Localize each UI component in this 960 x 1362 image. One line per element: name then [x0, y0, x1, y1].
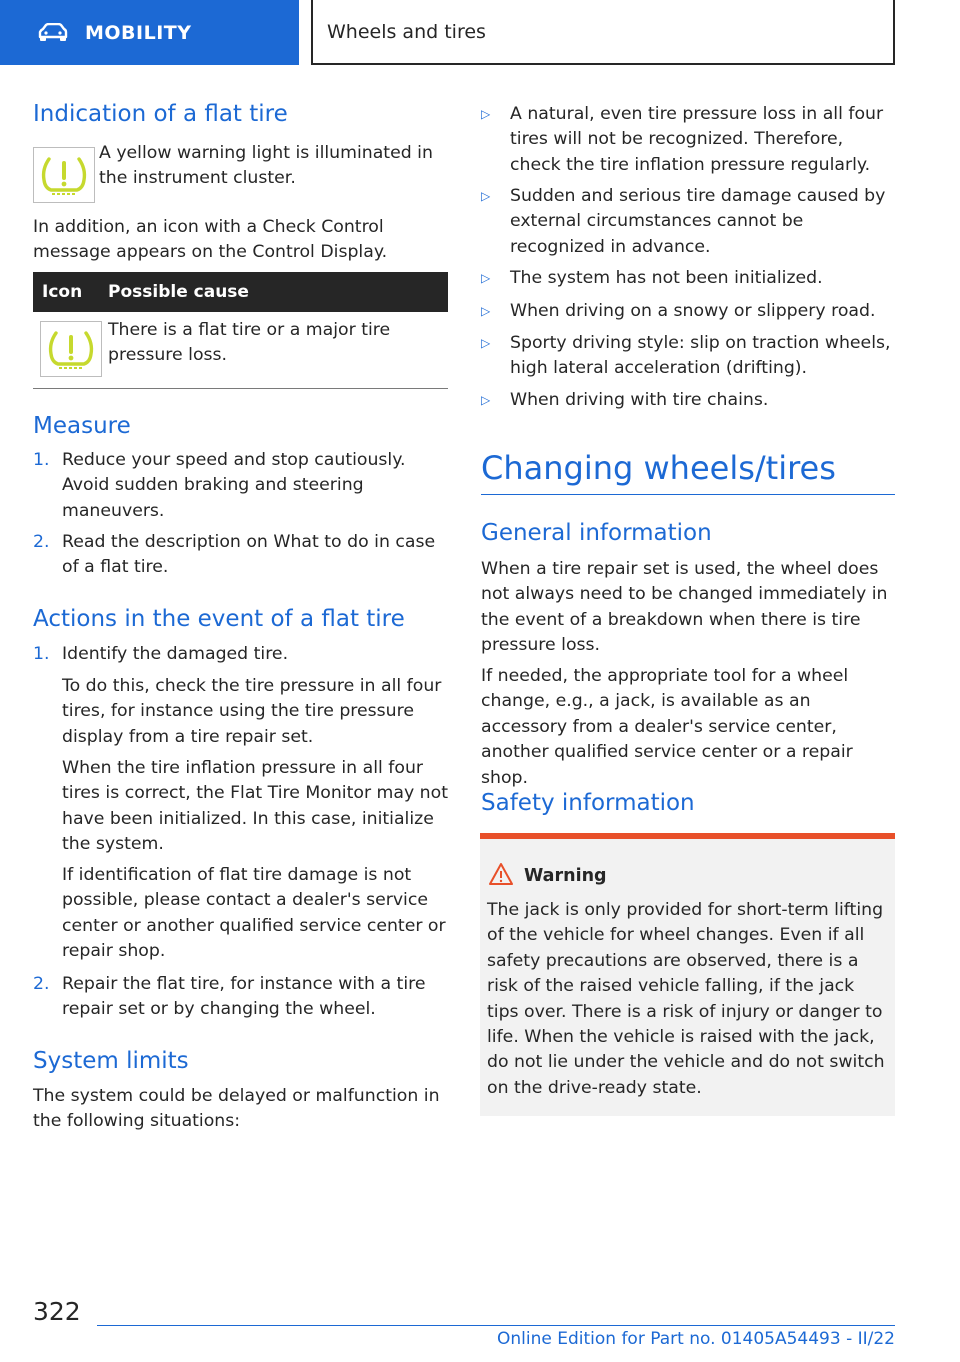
heading-changing-wheels: Changing wheels/tires: [481, 449, 836, 487]
warning-triangle-icon: [488, 862, 514, 886]
limit-item-2: Sudden and serious tire damage caused by external circumstances cannot be recognized in advance.: [510, 186, 886, 257]
action-num-2: 2.: [33, 974, 50, 994]
car-icon: [37, 23, 69, 43]
limit-item-4: When driving on a snowy or slippery road.: [510, 301, 876, 321]
limits-intro: The system could be delayed or malfunction in the following situations:: [33, 1086, 440, 1132]
bullet-icon: ▷: [481, 336, 491, 350]
tpms-warning-icon: [33, 147, 95, 203]
action-item-1: Identify the damaged tire.: [62, 644, 289, 664]
section-tab[interactable]: [0, 0, 299, 65]
page-number: 322: [33, 1297, 81, 1326]
table-header: [33, 272, 448, 312]
chapter-title: Wheels and tires: [311, 0, 895, 65]
bullet-icon: ▷: [481, 304, 491, 318]
limit-item-6: When driving with tire chains.: [510, 390, 769, 410]
measure-num-2: 2.: [33, 532, 50, 552]
in-addition-text: In addition, an icon with a Check Control message appears on the Control Display.: [33, 217, 388, 263]
table-bottom-rule: [33, 388, 448, 389]
general-text-2: If needed, the appropriate tool for a wheel change, e.g., a jack, is available as an accessory from a dealer's service center, another qualified service center or a repair shop.: [481, 666, 853, 788]
table-cause-cell: There is a flat tire or a major tire pressure loss.: [108, 320, 391, 366]
section-label: MOBILITY: [85, 21, 192, 44]
heading-measure: Measure: [33, 413, 131, 439]
heading-actions: Actions in the event of a flat tire: [33, 606, 405, 632]
limit-item-5: Sporty driving style: slip on traction wheels, high lateral acceleration (drifting).: [510, 333, 891, 379]
bullet-icon: ▷: [481, 107, 491, 121]
action-item-1-p3: When the tire inflation pressure in all four tires is correct, the Flat Tire Monitor may not have been initialized. In this case, initialize the system.: [62, 758, 448, 855]
footer-edition: Online Edition for Part no. 01405A54493 - II/22: [496, 1329, 895, 1349]
heading-underline: [481, 494, 895, 495]
footer-rule: [97, 1325, 895, 1326]
limit-item-1: A natural, even tire pressure loss in all four tires will not be recognized. Therefore, check the tire inflation pressure regularly.: [510, 104, 884, 175]
heading-safety-info: Safety information: [481, 790, 695, 816]
general-text-1: When a tire repair set is used, the wheel does not always need to be changed immediately in the event of a breakdown when there is tire pressure loss.: [481, 559, 888, 656]
action-num-1: 1.: [33, 644, 50, 664]
action-item-2: Repair the flat tire, for instance with a tire repair set or by changing the wheel.: [62, 974, 426, 1020]
measure-num-1: 1.: [33, 450, 50, 470]
tpms-table-icon: [40, 321, 102, 377]
action-item-1-p2: To do this, check the tire pressure in all four tires, for instance using the tire pressure display from a tire repair set.: [62, 676, 442, 747]
heading-system-limits: System limits: [33, 1048, 189, 1074]
warn-light-text: A yellow warning light is illuminated in the instrument cluster.: [99, 143, 433, 189]
heading-general-info: General information: [481, 520, 712, 546]
bullet-icon: ▷: [481, 393, 491, 407]
limit-item-3: The system has not been initialized.: [510, 268, 823, 288]
action-item-1-p4: If identification of flat tire damage is not possible, please contact a dealer's service center or another qualified service center or repair shop.: [62, 865, 446, 962]
measure-item-1: Reduce your speed and stop cautiously. Avoid sudden braking and steering maneuvers.: [62, 450, 406, 521]
bullet-icon: ▷: [481, 271, 491, 285]
col-cause-header: Possible cause: [108, 282, 249, 302]
bullet-icon: ▷: [481, 189, 491, 203]
heading-flat-tire: Indication of a flat tire: [33, 101, 288, 127]
warning-text: The jack is only provided for short-term lifting of the vehicle for wheel changes. Even if all safety precautions are observed, there is a risk of the raised vehicle falling, if the jack tips over. There is a risk of injury or danger to life. When the vehicle is raised with the jack, do not lie under the vehicle and do not switch on the drive-ready state.: [487, 900, 885, 1098]
warning-box: [480, 833, 895, 1116]
measure-item-2: Read the description on What to do in case of a flat tire.: [62, 532, 436, 578]
col-icon-header: Icon: [42, 282, 83, 302]
warning-title: Warning: [524, 866, 607, 886]
